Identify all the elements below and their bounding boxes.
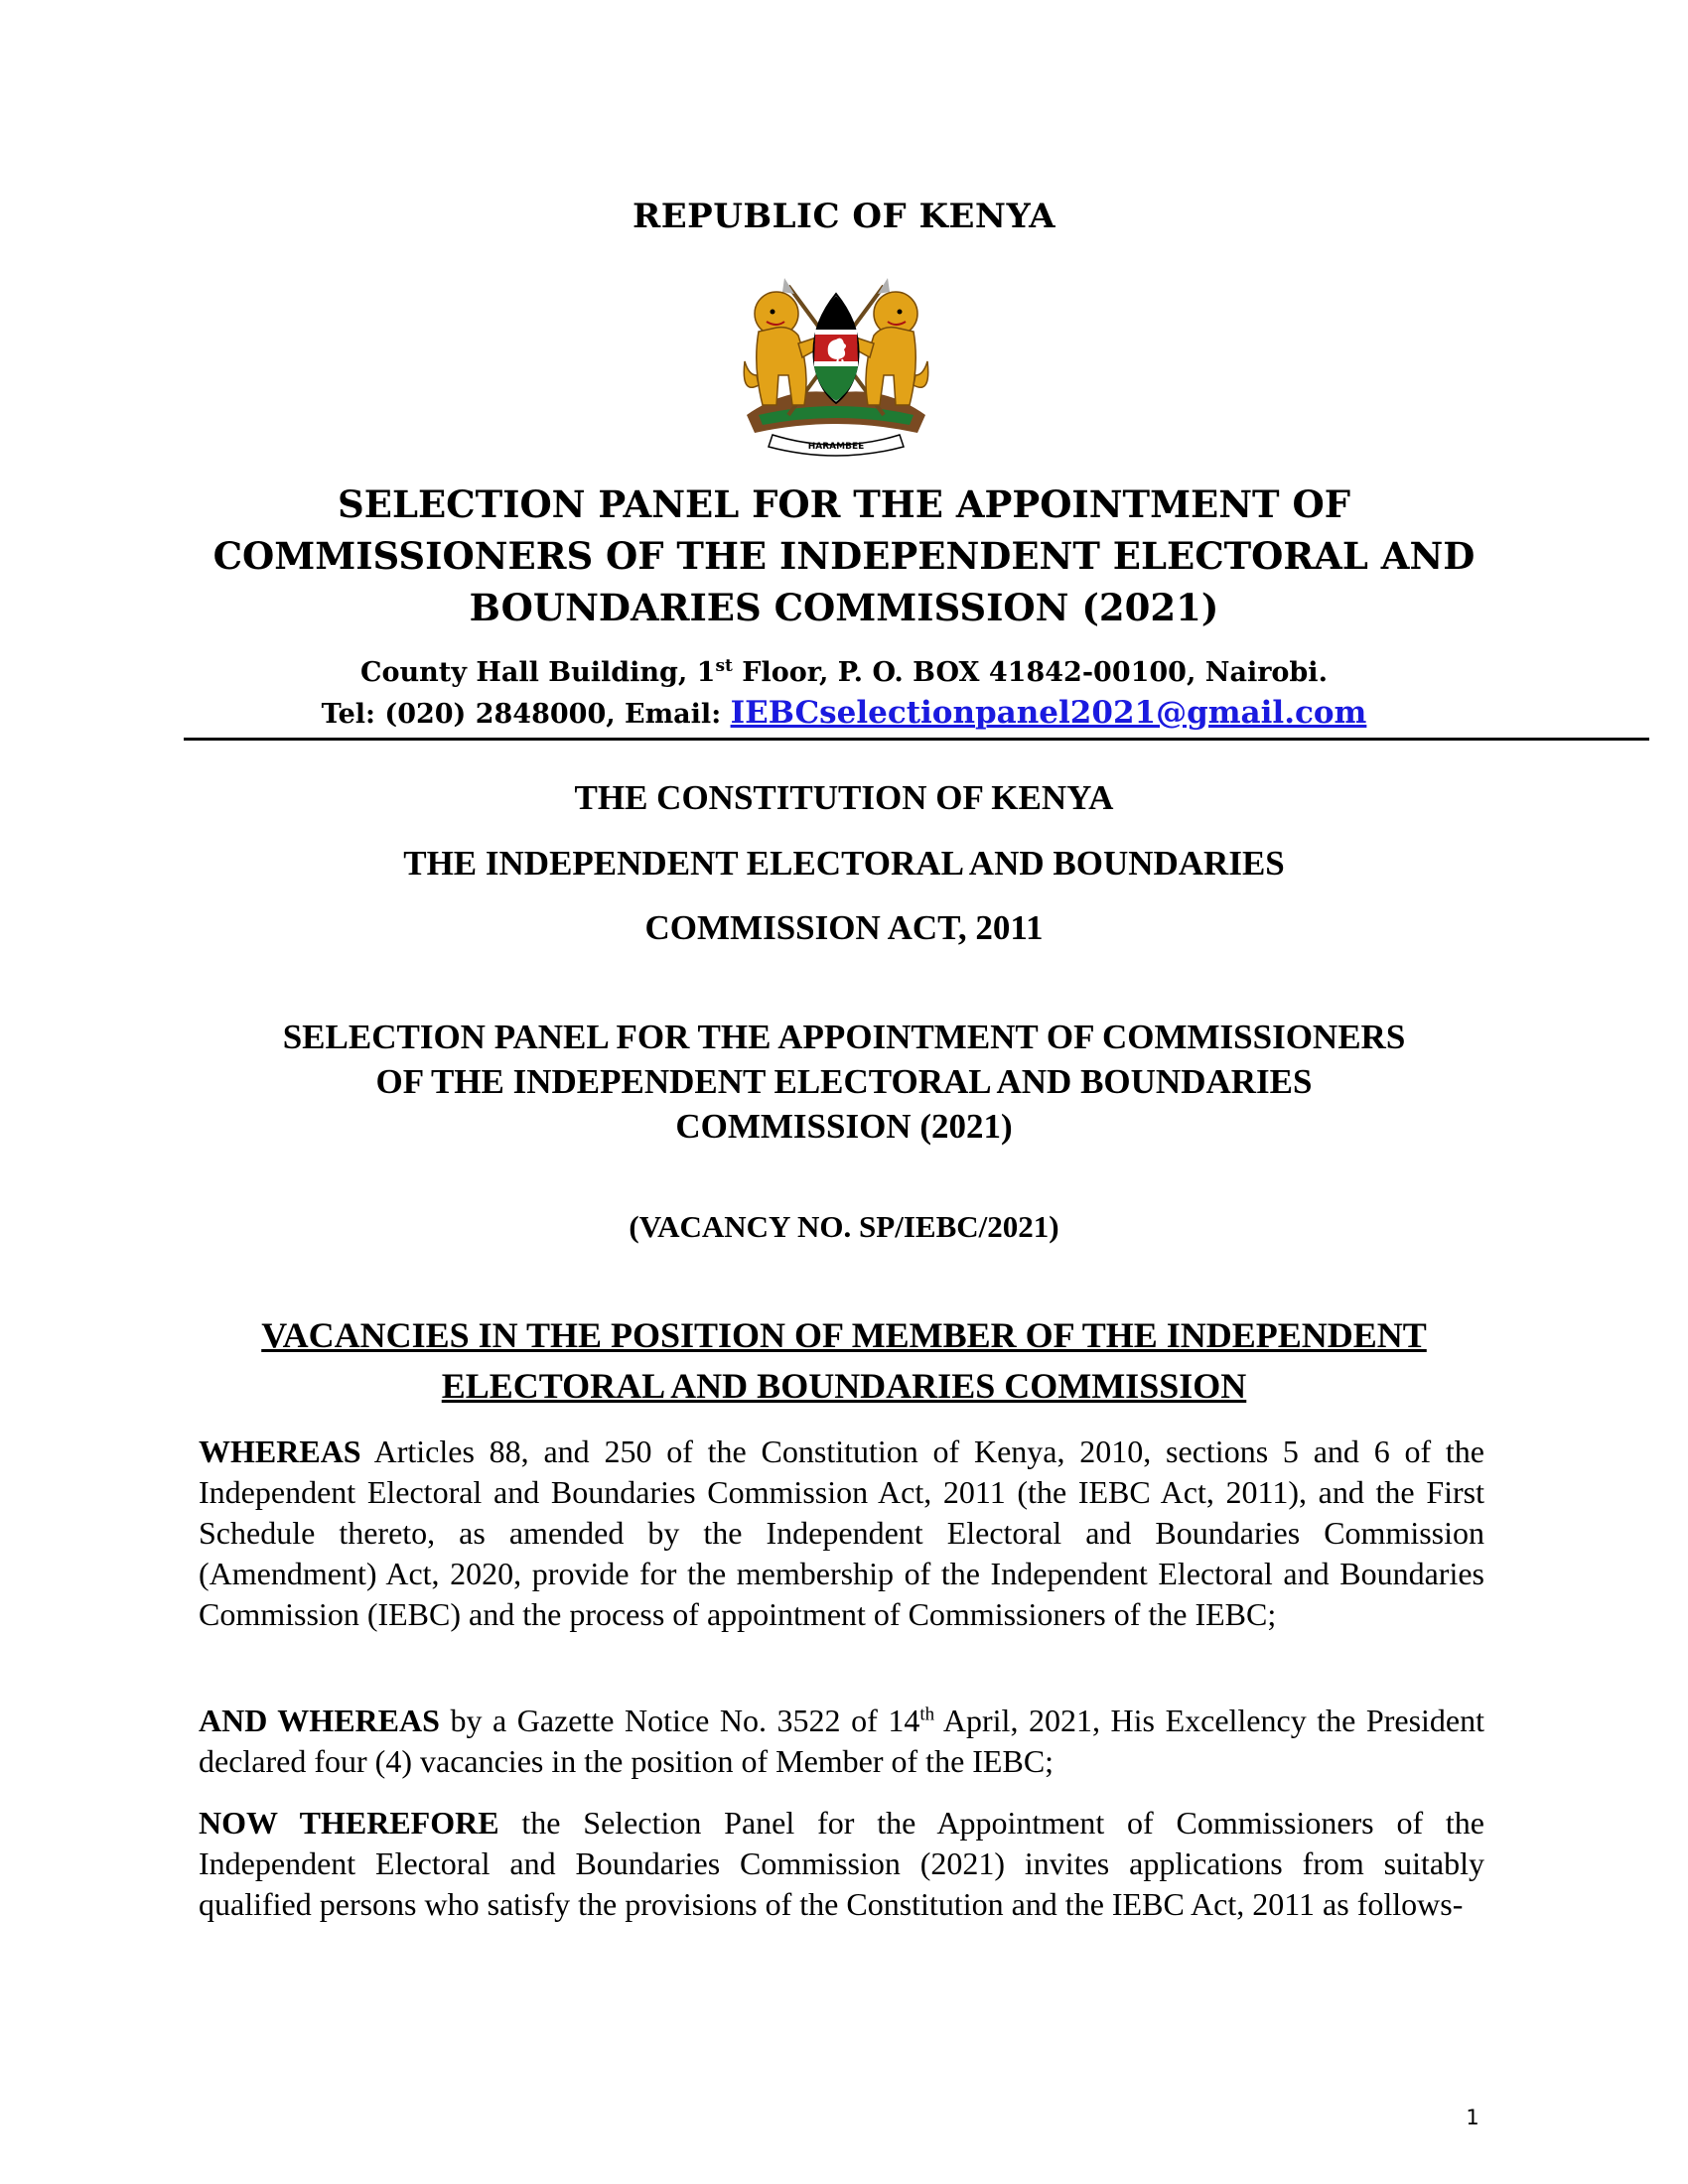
- and-whereas-paragraph: [199, 1701, 1484, 1782]
- panel-heading-line: COMMISSIONERS OF THE INDEPENDENT ELECTORAL AND: [212, 534, 1476, 578]
- paragraph-text: by a Gazette Notice No. 3522 of 14: [439, 1703, 920, 1738]
- address-text: Floor, P. O. BOX 41842-00100, Nairobi.: [732, 657, 1328, 688]
- paragraph-lead: AND WHEREAS: [199, 1703, 440, 1738]
- vacancies-heading-line: ELECTORAL AND BOUNDARIES COMMISSION: [441, 1366, 1247, 1406]
- whereas-paragraph: [199, 1432, 1484, 1635]
- selection-panel-line: OF THE INDEPENDENT ELECTORAL AND BOUNDARIES: [375, 1062, 1313, 1101]
- paragraph-lead: NOW THEREFORE: [199, 1805, 499, 1841]
- panel-heading: [149, 478, 1539, 633]
- paragraph-sup: th: [919, 1704, 935, 1725]
- now-therefore-paragraph: [199, 1803, 1484, 1925]
- paragraph-text: the Selection Panel for the Appointment of Commissioners of the Independent Electoral and Boundaries Commission (2021) invites applications from suitably qualified persons who satisfy the provisions of the Constitution and the IEBC Act, 2011 as follows-: [199, 1805, 1485, 1922]
- page-number: 1: [1466, 2106, 1479, 2129]
- paragraph-text: April, 2021, His Excellency the President declared four (4) vacancies in the position of Member of the IEBC;: [199, 1703, 1485, 1779]
- panel-heading-line: BOUNDARIES COMMISSION (2021): [469, 586, 1219, 629]
- tel-label: Tel: (020) 2848000, Email:: [321, 699, 731, 730]
- selection-panel-line: COMMISSION (2021): [675, 1107, 1013, 1146]
- contact-line: [149, 693, 1539, 735]
- coat-motto: HARAMBEE: [807, 442, 865, 452]
- postal-address: [149, 653, 1539, 693]
- vacancies-heading: [149, 1310, 1539, 1412]
- paragraph-text: Articles 88, and 250 of the Constitution of Kenya, 2010, sections 5 and 6 of the Independent Electoral and Boundaries Commission Act, 2011 (the IEBC Act, 2011), and the First Schedule thereto, as amended by the Independent Electoral and Boundaries Commission (Amendment) Act, 2020, provide for the membership of the Independent Electoral and Boundaries Commission (IEBC) and the process of appointment of Commissioners of the IEBC;: [199, 1433, 1484, 1632]
- contact-address: [149, 653, 1539, 735]
- vacancy-number: (VACANCY NO. SP/IEBC/2021): [629, 1209, 1059, 1244]
- act-title-line: THE INDEPENDENT ELECTORAL AND BOUNDARIES: [403, 844, 1285, 883]
- selection-panel-title: [149, 1015, 1539, 1149]
- constitution-title: THE CONSTITUTION OF KENYA: [574, 778, 1114, 817]
- address-sup: st: [715, 656, 733, 676]
- selection-panel-line: SELECTION PANEL FOR THE APPOINTMENT OF COMMISSIONERS: [282, 1018, 1406, 1056]
- header-divider: [184, 738, 1649, 741]
- email-link[interactable]: IEBCselectionpanel2021@gmail.com: [730, 695, 1367, 731]
- kenya-coat-of-arms-icon: [719, 266, 953, 461]
- act-title-line: COMMISSION ACT, 2011: [644, 908, 1044, 947]
- panel-heading-line: SELECTION PANEL FOR THE APPOINTMENT OF: [338, 482, 1350, 526]
- paragraph-lead: WHEREAS: [199, 1433, 361, 1469]
- republic-title: REPUBLIC OF KENYA: [633, 197, 1055, 236]
- vacancies-heading-line: VACANCIES IN THE POSITION OF MEMBER OF THE INDEPENDENT: [261, 1315, 1427, 1355]
- address-text: County Hall Building, 1: [360, 657, 716, 688]
